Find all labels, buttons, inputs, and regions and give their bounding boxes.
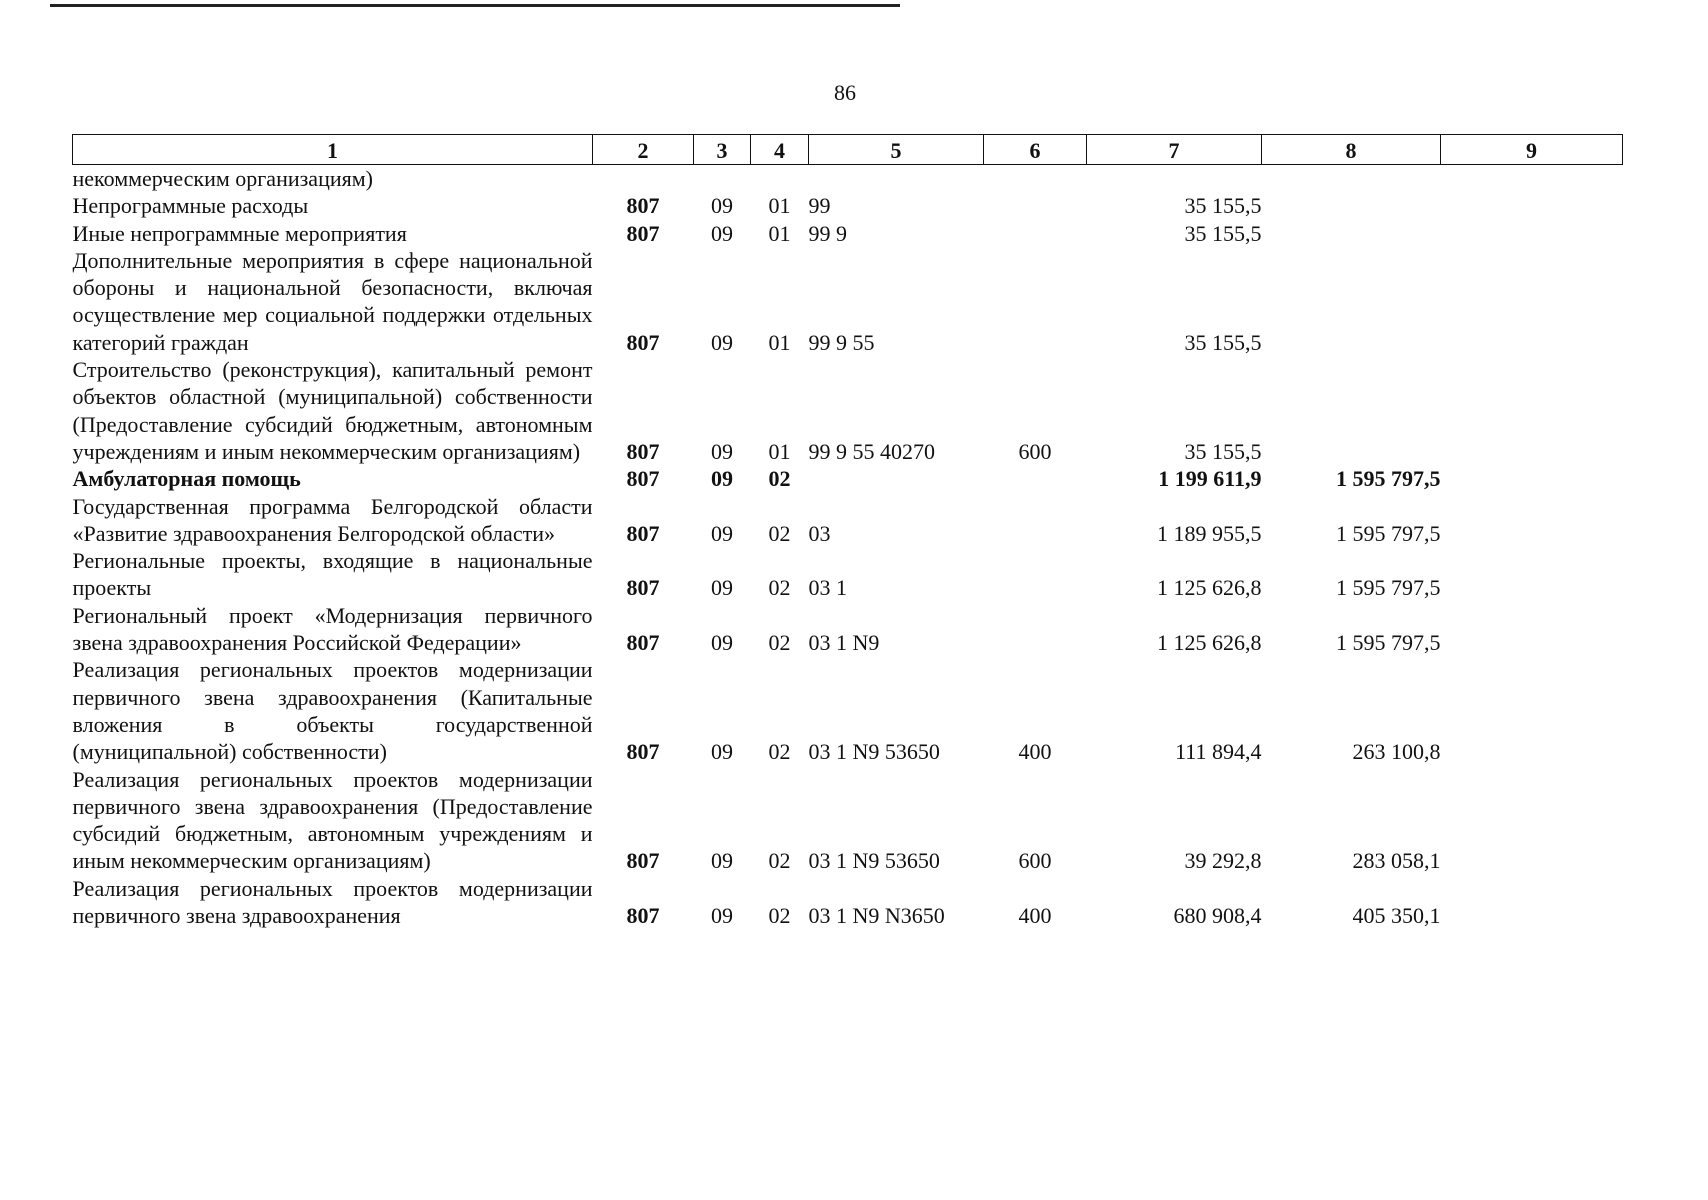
table-body	[73, 165, 1623, 930]
amount-col7: 1 125 626,8	[1157, 630, 1262, 656]
ministry-code: 807	[626, 739, 660, 765]
amount-col9	[1441, 356, 1623, 465]
expense-type: 600	[1018, 438, 1052, 464]
amount-col7: 35 155,5	[1184, 438, 1262, 464]
amount-col7: 680 908,4	[1173, 903, 1262, 929]
subsection-code	[751, 165, 809, 193]
target-article: 03 1 N9 53650	[808, 739, 940, 765]
expense-type	[984, 220, 1087, 247]
row-description: Дополнительные мероприятия в сфере национальной обороны и национальной безопасности, включая осуществление мер социальной поддержки отдельных категорий граждан	[72, 247, 593, 355]
row-description: Региональные проекты, входящие в национальные проекты	[72, 548, 593, 601]
row-description: Реализация региональных проектов модернизации первичного звена здравоохранения	[72, 875, 593, 929]
expense-type	[984, 465, 1087, 492]
target-article: 99 9	[808, 220, 847, 246]
column-header: 2	[593, 135, 694, 165]
amount-col8	[1262, 165, 1441, 193]
budget-table	[72, 134, 1623, 929]
section-code	[694, 165, 751, 193]
amount-col9	[1441, 875, 1623, 930]
row-description: Реализация региональных проектов модернизации первичного звена здравоохранения (Капитальные вложения в объекты государственной (муниципальной) собственности)	[72, 657, 593, 765]
column-header: 9	[1441, 135, 1623, 165]
expense-type	[984, 192, 1087, 219]
subsection-code: 01	[768, 220, 791, 246]
table-row	[73, 465, 1623, 492]
section-code: 09	[711, 520, 733, 546]
section-code: 09	[711, 739, 733, 765]
ministry-code: 807	[626, 329, 660, 355]
section-code: 09	[711, 193, 733, 219]
amount-col7: 39 292,8	[1184, 848, 1262, 874]
subsection-code: 02	[768, 848, 791, 874]
subsection-code: 02	[768, 739, 791, 765]
subsection-code: 02	[768, 903, 791, 929]
column-header: 6	[984, 135, 1087, 165]
table-row	[73, 165, 1623, 193]
amount-col7	[1087, 165, 1262, 193]
column-header: 4	[751, 135, 809, 165]
row-description: Иные непрограммные мероприятия	[72, 220, 407, 246]
subsection-code: 02	[768, 466, 791, 492]
amount-col8	[1262, 192, 1441, 219]
amount-col7: 111 894,4	[1175, 739, 1262, 765]
amount-col9	[1441, 493, 1623, 548]
section-code: 09	[711, 220, 733, 246]
amount-col7: 35 155,5	[1184, 329, 1262, 355]
row-description: Государственная программа Белгородской области «Развитие здравоохранения Белгородской области»	[72, 493, 593, 546]
column-header: 8	[1262, 135, 1441, 165]
page-number: 86	[834, 80, 856, 105]
amount-col9	[1441, 766, 1623, 875]
table-row	[73, 247, 1623, 356]
ministry-code: 807	[626, 630, 660, 656]
ministry-code: 807	[626, 520, 660, 546]
ministry-code: 807	[626, 220, 660, 246]
target-article: 99 9 55 40270	[808, 438, 935, 464]
amount-col8: 1 595 797,5	[1336, 466, 1441, 492]
column-header: 1	[73, 135, 593, 165]
ministry-code: 807	[626, 848, 660, 874]
amount-col9	[1441, 602, 1623, 657]
target-article: 03	[808, 520, 831, 546]
section-code: 09	[711, 438, 733, 464]
row-description: некоммерческим организациям)	[72, 166, 373, 191]
target-article: 03 1	[808, 575, 847, 601]
ministry-code: 807	[626, 466, 660, 492]
table-row	[73, 192, 1623, 219]
amount-col9	[1441, 192, 1623, 219]
header-row	[73, 135, 1623, 165]
table-row	[73, 602, 1623, 657]
column-header: 5	[809, 135, 984, 165]
amount-col8: 1 595 797,5	[1336, 630, 1441, 656]
ministry-code	[593, 165, 694, 193]
table-row	[73, 493, 1623, 548]
amount-col9	[1441, 165, 1623, 193]
table-row	[73, 766, 1623, 875]
amount-col7: 35 155,5	[1184, 193, 1262, 219]
target-article: 03 1 N9 N3650	[808, 903, 945, 929]
amount-col7: 1 125 626,8	[1157, 575, 1262, 601]
row-description: Амбулаторная помощь	[72, 466, 301, 492]
table-row	[73, 356, 1623, 465]
column-header: 3	[694, 135, 751, 165]
expense-type	[984, 247, 1087, 356]
column-header: 7	[1087, 135, 1262, 165]
subsection-code: 02	[768, 630, 791, 656]
amount-col7: 35 155,5	[1184, 220, 1262, 246]
amount-col9	[1441, 220, 1623, 247]
target-article: 99 9 55	[808, 329, 875, 355]
amount-col7: 1 199 611,9	[1158, 466, 1262, 492]
ministry-code: 807	[626, 438, 660, 464]
row-description: Непрограммные расходы	[72, 193, 309, 219]
expense-type: 600	[1018, 848, 1052, 874]
section-code: 09	[711, 329, 733, 355]
row-description: Региональный проект «Модернизация первичного звена здравоохранения Российской Федерации»	[72, 602, 593, 656]
section-code: 09	[711, 466, 733, 492]
amount-col9	[1441, 656, 1623, 765]
section-code: 09	[711, 903, 733, 929]
subsection-code: 01	[768, 193, 791, 219]
expense-type	[984, 602, 1087, 657]
row-description: Строительство (реконструкция), капитальный ремонт объектов областной (муниципальной) собственности (Предоставление субсидий бюджетным, автономным учреждениям и иным некоммерческим организациям)	[72, 357, 593, 464]
ministry-code: 807	[626, 193, 660, 219]
section-code: 09	[711, 848, 733, 874]
amount-col8: 263 100,8	[1352, 739, 1441, 765]
expense-type: 400	[1018, 739, 1052, 765]
amount-col7: 1 189 955,5	[1157, 520, 1262, 546]
subsection-code: 02	[768, 520, 791, 546]
amount-col8	[1262, 220, 1441, 247]
amount-col8: 405 350,1	[1352, 903, 1441, 929]
table-row	[73, 875, 1623, 930]
table-row	[73, 220, 1623, 247]
target-article: 99	[808, 193, 831, 219]
expense-type	[984, 493, 1087, 548]
target-article	[809, 465, 984, 492]
table-row	[73, 547, 1623, 602]
table-row	[73, 656, 1623, 765]
subsection-code: 02	[768, 575, 791, 601]
amount-col8: 1 595 797,5	[1336, 575, 1441, 601]
amount-col8: 283 058,1	[1352, 848, 1441, 874]
amount-col9	[1441, 247, 1623, 356]
subsection-code: 01	[768, 438, 791, 464]
amount-col9	[1441, 547, 1623, 602]
row-description: Реализация региональных проектов модернизации первичного звена здравоохранения (Предоставление субсидий бюджетным, автономным учреждениям и иным некоммерческим организациям)	[72, 766, 593, 874]
ministry-code: 807	[626, 575, 660, 601]
amount-col9	[1441, 465, 1623, 492]
expense-type	[984, 547, 1087, 602]
target-article: 03 1 N9 53650	[808, 848, 940, 874]
target-article	[809, 165, 984, 193]
amount-col8: 1 595 797,5	[1336, 520, 1441, 546]
top-rule	[50, 4, 900, 7]
subsection-code: 01	[768, 329, 791, 355]
section-code: 09	[711, 575, 733, 601]
expense-type	[984, 165, 1087, 193]
expense-type: 400	[1018, 903, 1052, 929]
amount-col8	[1262, 247, 1441, 356]
target-article: 03 1 N9	[808, 630, 880, 656]
ministry-code: 807	[626, 903, 660, 929]
section-code: 09	[711, 630, 733, 656]
amount-col8	[1262, 356, 1441, 465]
